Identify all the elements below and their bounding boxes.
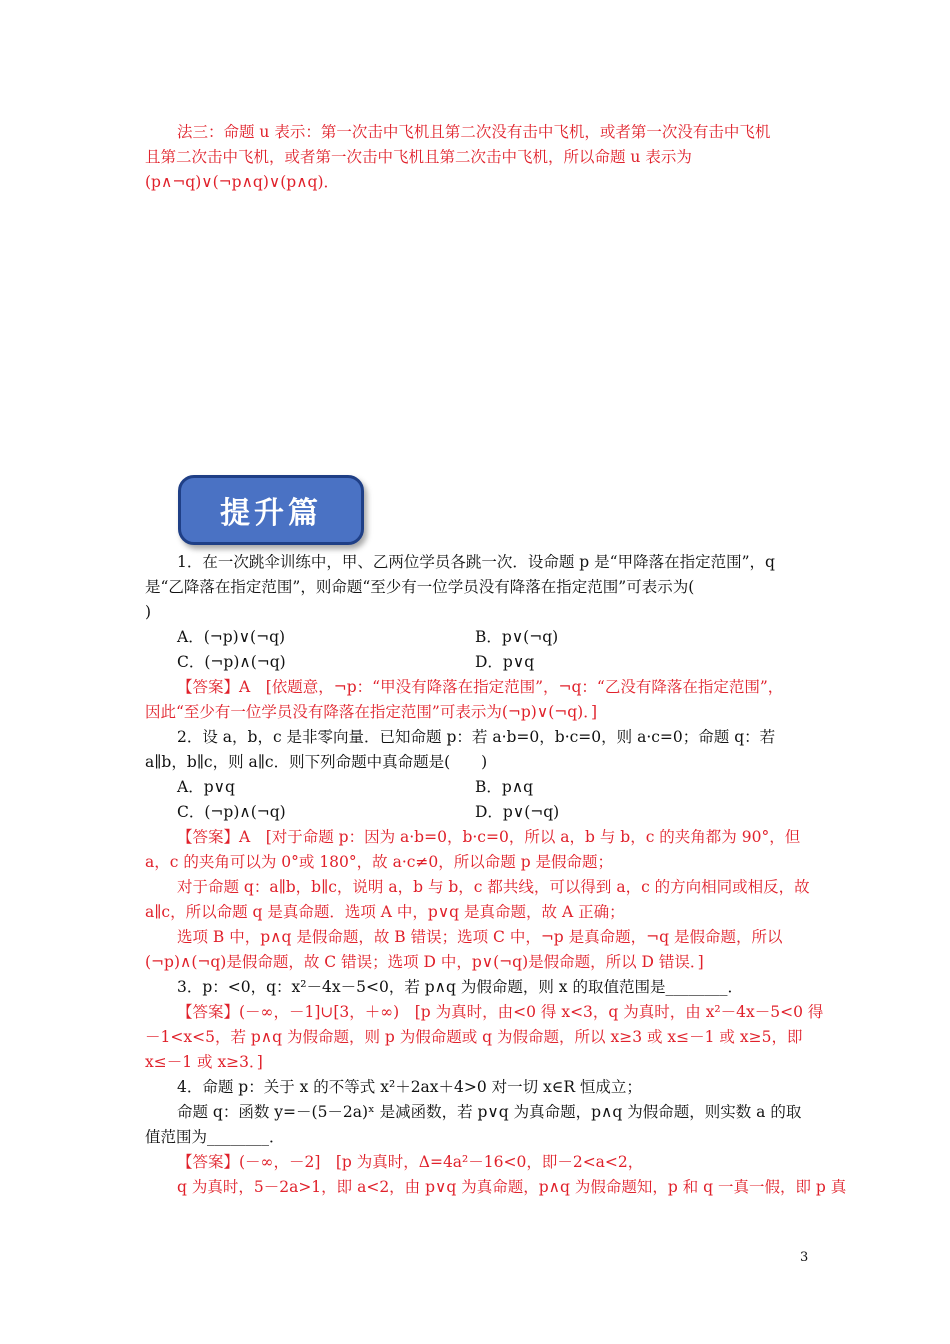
q3-stem-line1: 3．p：<0，q：x²－4x－5<0，若 p∧q 为假命题，则 x 的取值范围是________． [177,978,743,996]
q3-answer-line2: －1<x<5，若 p∧q 为假命题，则 p 为假命题或 q 为假命题，所以 x≥3 或 x≤－1 或 x≥5，即 [145,1028,803,1046]
q2-answer-line2: a，c 的夹角可以为 0°或 180°，故 a·c≠0，所以命题 p 是假命题； [145,853,614,871]
q2-answer-line6: (¬p)∧(¬q)是假命题，故 C 错误；选项 D 中，p∨(¬q)是假命题，所以 D 错误．] [145,953,704,971]
q2-stem-line1: 2．设 a，b，c 是非零向量．已知命题 p：若 a·b=0，b·c=0，则 a·c=0；命题 q：若 [177,728,776,746]
method3-line1: 法三：命题 u 表示：第一次击中飞机且第二次没有击中飞机，或者第一次没有击中飞机 [177,123,771,141]
page-number: 3 [800,1250,809,1265]
q2-option-d: D．p∨(¬q) [475,803,560,821]
q4-stem-line2: 命题 q：函数 y=－(5－2a)ˣ 是减函数，若 p∨q 为真命题，p∧q 为假命题，则实数 a 的取 [177,1103,802,1121]
q3-answer-line1: 【答案】(－∞，－1]∪[3，＋∞) [p 为真时，由<0 得 x<3，q 为真时，由 x²－4x－5<0 得 [177,1003,824,1021]
q1-option-a: A．(¬p)∨(¬q) [177,628,286,646]
method3-line3: (p∧¬q)∨(¬p∧q)∨(p∧q)． [145,173,340,191]
q2-stem-line2: a∥b，b∥c，则 a∥c．则下列命题中真命题是( ) [145,753,488,771]
section-banner-title: 提升篇 [220,496,322,531]
q1-option-b: B．p∨(¬q) [475,628,559,646]
q1-option-d: D．p∨q [475,653,535,671]
q2-option-c: C．(¬p)∧(¬q) [177,803,286,821]
q2-answer-line4: a∥c，所以命题 q 是真命题．选项 A 中，p∨q 是真命题，故 A 正确； [145,903,625,921]
q4-stem-line1: 4．命题 p：关于 x 的不等式 x²＋2ax＋4>0 对一切 x∈R 恒成立； [177,1078,642,1096]
q2-answer-line5: 选项 B 中，p∧q 是假命题，故 B 错误；选项 C 中，¬p 是真命题，¬q 是假命题，所以 [177,928,783,946]
q2-option-a: A．p∨q [177,778,235,796]
q2-answer-line1: 【答案】A [对于命题 p：因为 a·b=0，b·c=0，所以 a，b 与 b，c 的夹角都为 90°，但 [177,828,801,846]
method3-line2: 且第二次击中飞机，或者第一次击中飞机且第二次击中飞机，所以命题 u 表示为 [145,148,692,166]
section-banner [178,475,364,545]
q1-answer-line1: 【答案】A [依题意，¬p：“甲没有降落在指定范围”，¬q：“乙没有降落在指定范围”， [177,678,784,696]
q1-stem-line2: 是“乙降落在指定范围”，则命题“至少有一位学员没有降落在指定范围”可表示为( [145,578,695,596]
q3-answer-line3: x≤－1 或 x≥3．] [145,1053,263,1071]
q1-answer-line2: 因此“至少有一位学员没有降落在指定范围”可表示为(¬p)∨(¬q)．] [145,703,597,721]
q2-answer-line3: 对于命题 q：a∥b，b∥c，说明 a，b 与 b，c 都共线，可以得到 a，c 的方向相同或相反，故 [177,878,810,896]
q1-stem-line1: 1．在一次跳伞训练中，甲、乙两位学员各跳一次．设命题 p 是“甲降落在指定范围”，q [177,553,775,571]
q2-option-b: B．p∧q [475,778,534,796]
q4-answer-line1: 【答案】(－∞，－2] [p 为真时，Δ=4a²－16<0，即－2<a<2， [177,1153,644,1171]
q1-stem-line3: ) [145,603,152,621]
q1-option-c: C．(¬p)∧(¬q) [177,653,286,671]
q4-answer-line2: q 为真时，5－2a>1，即 a<2，由 p∨q 为真命题，p∧q 为假命题知，p 和 q 一真一假，即 p 真 [177,1178,847,1196]
q4-stem-line3: 值范围为________． [145,1128,285,1146]
